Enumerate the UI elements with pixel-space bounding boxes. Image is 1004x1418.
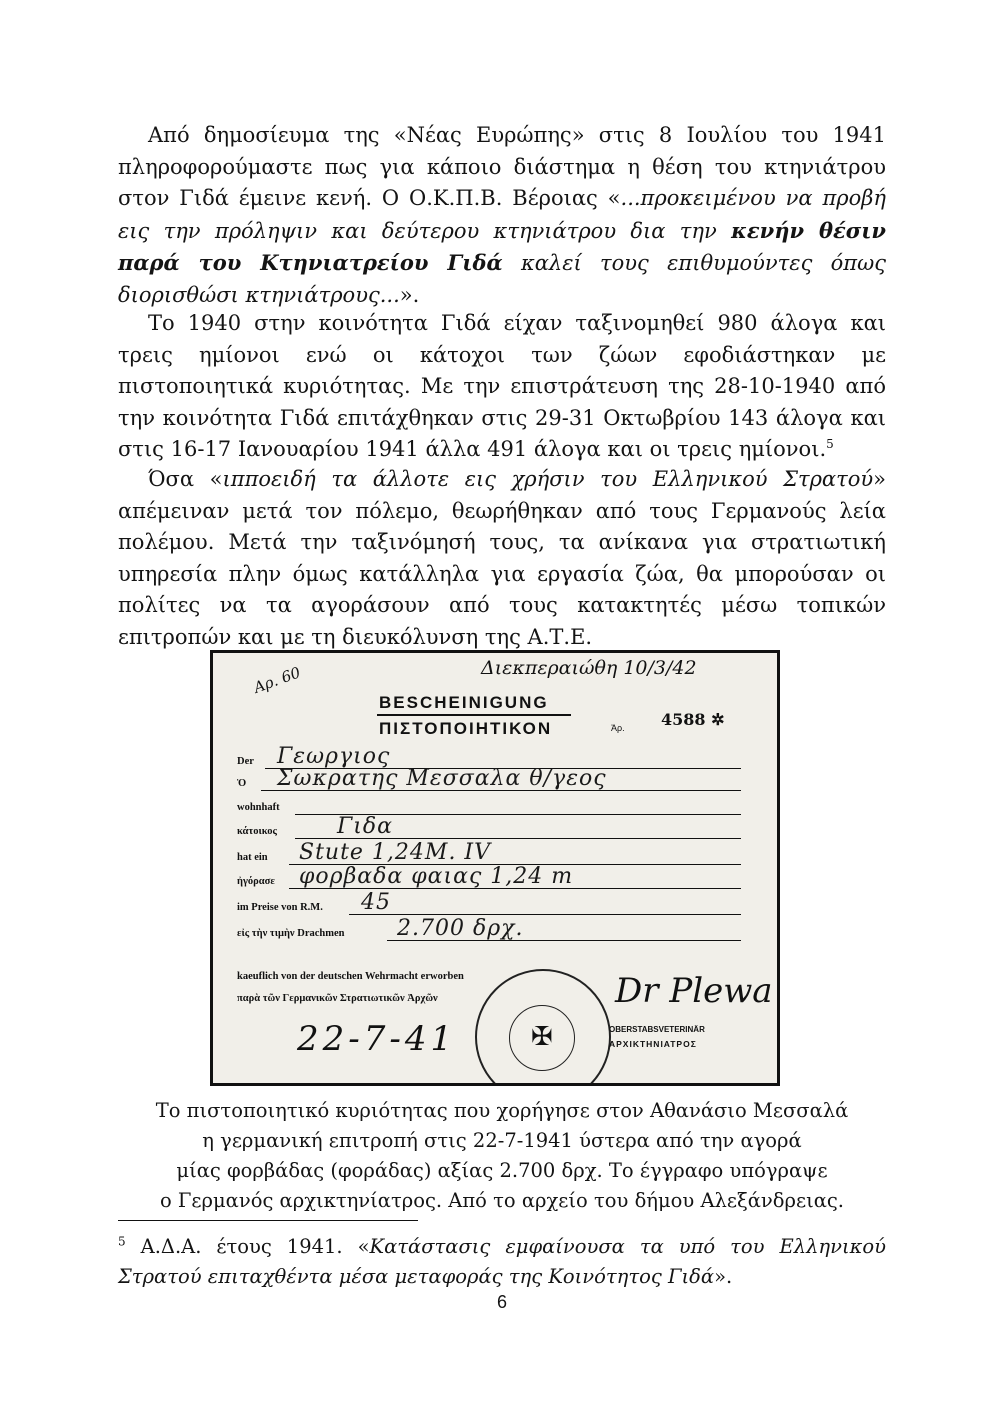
certificate-field-handwriting: Stute 1,24M. IV — [299, 840, 492, 865]
certificate-title-greek: ΠΙΣΤΟΠΟΙΗΤΙΚΟΝ — [379, 719, 553, 738]
caption-line: Το πιστοποιητικό κυριότητας που χορήγησε στον Αθανάσιο Μεσσαλά — [155, 1099, 849, 1122]
footnote-number: 5 — [118, 1234, 126, 1249]
certificate-field-row — [237, 793, 741, 815]
paragraph-3-text: » απέμειναν μετά τον πόλεμο, θεωρήθηκαν από τους Γερμανούς λεία πολέμου. Μετά την ταξινόμησή τους, τα ανίκανα για στρατιωτική υπηρεσία πλην όμως κατάλληλα για εργασία ζώα, θα μπορούσαν οι πολίτες να τα αγοράσουν από τους κατακτητές μέσω τοπικών επιτροπών και με τη διευκόλυνση της Α.Τ.Ε. — [118, 467, 886, 649]
certificate-field-row — [237, 864, 741, 889]
certificate-field-label: ἠγόρασε — [237, 876, 275, 887]
certificate-field-handwriting: Γεωργιος — [277, 744, 391, 769]
certificate-number-label: Ἀρ. — [611, 723, 625, 733]
footnote-italic-text: Κατάστασις εμφαίνουσα τα υπό του Ελληνικού Στρατού επιταχθέντα μέσα μεταφοράς της Κοινότητος Γιδά — [118, 1235, 886, 1288]
paragraph-2 — [118, 308, 886, 466]
certificate-field-handwriting: φορβαδα φαιας 1,24 m — [299, 864, 574, 889]
certificate-date-handwriting: 22-7-41 — [297, 1019, 457, 1059]
certificate-field-row — [237, 814, 741, 839]
footnote-text: Α.Δ.Α. έτους 1941. « — [125, 1235, 370, 1258]
footnote-tail: ». — [714, 1265, 733, 1288]
paragraph-1 — [118, 120, 886, 311]
paragraph-1-quote: ...προκειμένου να προβή εις την πρόληψιν και δεύτερου κτηνιάτρου δια την — [118, 186, 886, 243]
certificate-title-german: BESCHEINIGUNG — [379, 693, 549, 712]
certificate-field-label: Der — [237, 756, 254, 767]
caption-line: μίας φορβάδας (φοράδας) αξίας 2.700 δρχ. Το έγγραφο υπόγραψε — [176, 1159, 828, 1182]
certificate-field-handwriting: Σωκρατης Μεσσαλα θ/γεος — [277, 766, 607, 791]
certificate-field-label: wohnhaft — [237, 802, 280, 813]
certificate-field-handwriting: Γιδα — [337, 814, 393, 839]
paragraph-1-text: Από δημοσίευμα της «Νέας Ευρώπης» στις 8 Ιουλίου του 1941 πληροφορούμαστε πως για κάποιο διάστημα η θέση του κτηνιάτρου στον Γιδά έμεινε κενή. Ο Ο.Κ.Π.Β. Βέροιας « — [118, 123, 886, 210]
certificate-top-handwriting: Διεκπεραιώθη 10/3/42 — [481, 657, 697, 679]
certificate-purchase-greek: παρὰ τῶν Γερμανικῶν Στρατιωτικῶν Ἀρχῶν — [237, 993, 438, 1004]
certificate-field-line — [349, 914, 741, 915]
paragraph-3-lead: Όσα « — [148, 467, 223, 491]
certificate-signatory-role-german: OBERSTABSVETERINÄR — [609, 1025, 705, 1034]
eagle-emblem-icon: ✠ — [531, 1021, 553, 1051]
footnote-divider — [118, 1220, 418, 1221]
paragraph-3 — [118, 464, 886, 653]
certificate-field-row — [237, 890, 741, 915]
certificate-purchase-german: kaeuflich von der deutschen Wehrmacht erworben — [237, 971, 464, 982]
page-number: 6 — [496, 1292, 507, 1312]
footnote — [118, 1232, 886, 1292]
paragraph-3-quote: ιπποειδή τα άλλοτε εις χρήσιν του Ελληνικού Στρατού — [222, 467, 874, 491]
certificate-field-label: εἰς τὴν τιμὴν Drachmen — [237, 928, 345, 939]
certificate-field-label: κάτοικος — [237, 826, 277, 837]
footnote-reference[interactable]: 5 — [826, 437, 834, 451]
paragraph-1-quote-end: καλεί τους επιθυμούντες όπως διορισθώσι κτηνιάτρους... — [118, 251, 886, 307]
caption-line: η γερμανική επιτροπή στις 22-7-1941 ύστερα από την αγορά — [202, 1129, 802, 1152]
certificate-field-row — [237, 766, 741, 791]
certificate-field-label: hat ein — [237, 852, 268, 863]
signature: Dr Plewa — [615, 971, 773, 1011]
certificate-number: 4588 ✲ — [661, 710, 725, 729]
certificate-corner-handwriting: Αρ. 60 — [251, 663, 303, 697]
certificate-field-handwriting: 45 — [361, 890, 391, 915]
figure-caption — [96, 1096, 908, 1216]
paragraph-2-text: Το 1940 στην κοινότητα Γιδά είχαν ταξινομηθεί 980 άλογα και τρεις ημίονοι ενώ οι κάτοχοι των ζώων εφοδιάστηκαν με πιστοποιητικά κυριότητας. Με την επιστράτευση της 28-10-1940 από την κοινότητα Γιδά επιτάχθηκαν στις 29-31 Οκτωβρίου 143 άλογα και στις 16-17 Ιανουαρίου 1941 άλλα 491 άλογα και οι τρεις ημίονοι. — [118, 311, 886, 461]
paragraph-1-quote-bold: κενήν θέσιν παρά του Κτηνιατρείου Γιδά — [118, 217, 887, 275]
paragraph-1-tail: ». — [399, 282, 420, 307]
certificate-field-label: im Preise von R.M. — [237, 902, 323, 913]
certificate-field-row — [237, 916, 741, 941]
caption-line: ο Γερμανός αρχικτηνίατρος. Από το αρχείο του δήμου Αλεξάνδρειας. — [159, 1189, 845, 1212]
certificate-title-divider — [377, 714, 571, 716]
certificate-field-handwriting: 2.700 δρχ. — [397, 916, 524, 941]
certificate-signatory-role-greek: ΑΡΧΙΚΤΗΝΙΑΤΡΟΣ — [609, 1039, 697, 1049]
certificate-field-label: Ὁ — [237, 778, 247, 789]
certificate-image — [210, 650, 780, 1086]
certificate-field-row — [237, 840, 741, 865]
